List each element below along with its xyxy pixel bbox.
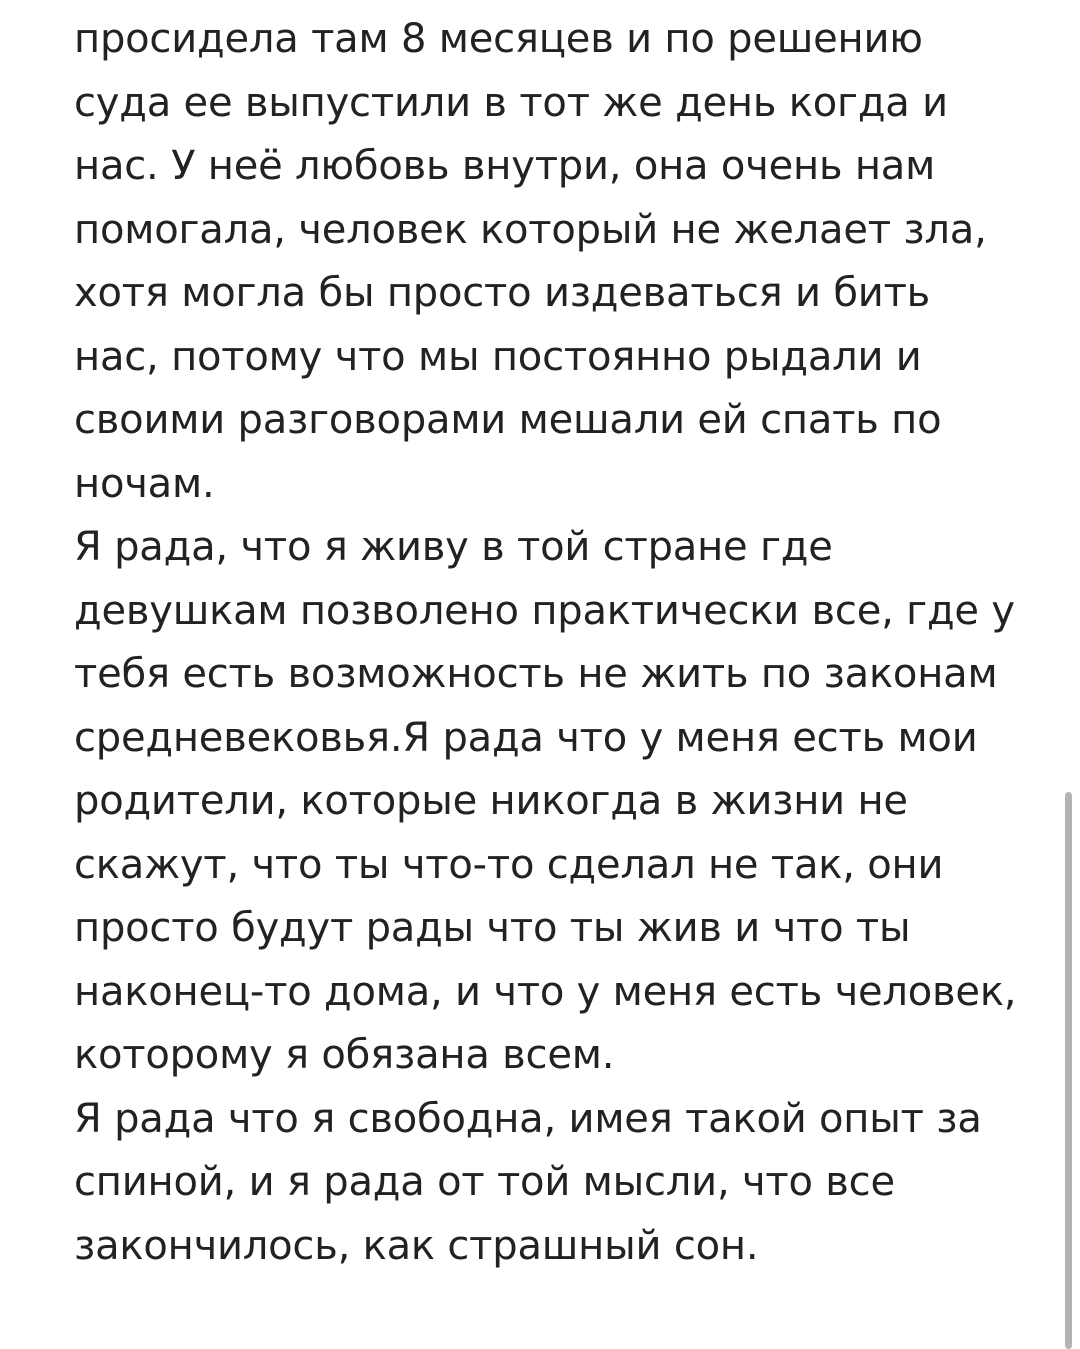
note-line: которому я обязана всем.: [74, 1032, 615, 1078]
note-line: закончилось, как страшный сон.: [74, 1222, 759, 1269]
note-line: наконец-то дома, и что у меня есть человек,: [74, 968, 1017, 1015]
note-line: просидела там 8 месяцев и по решению: [74, 16, 923, 62]
note-line: девушкам позволено практически все, где у: [74, 587, 1015, 634]
note-line: нас. У неё любовь внутри, она очень нам: [74, 143, 936, 189]
note-line: родители, которые никогда в жизни не: [74, 778, 908, 824]
note-line: средневековья.Я рада что у меня есть мои: [74, 714, 978, 761]
note-line: своими разговорами мешали ей спать по: [74, 397, 942, 443]
note-line: тебя есть возможность не жить по законам: [74, 651, 998, 697]
note-line: скажут, что ты что-то сделал не так, они: [74, 841, 944, 888]
note-line: суда ее выпустили в тот же день когда и: [74, 79, 948, 126]
vertical-scrollbar[interactable]: [1065, 792, 1072, 1349]
note-line: Я рада, что я живу в той стране где: [74, 524, 833, 570]
note-line: спиной, и я рада от той мысли, что все: [74, 1159, 895, 1205]
note-line: помогала, человек который не желает зла,: [74, 206, 987, 253]
note-line: просто будут рады что ты жив и что ты: [74, 905, 911, 951]
note-text-body[interactable]: [74, 8, 1034, 1278]
note-line: ночам.: [74, 460, 215, 507]
note-line: нас, потому что мы постоянно рыдали и: [74, 333, 922, 380]
note-line: хотя могла бы просто издеваться и бить: [74, 270, 931, 316]
note-line: Я рада что я свободна, имея такой опыт за: [74, 1095, 982, 1142]
